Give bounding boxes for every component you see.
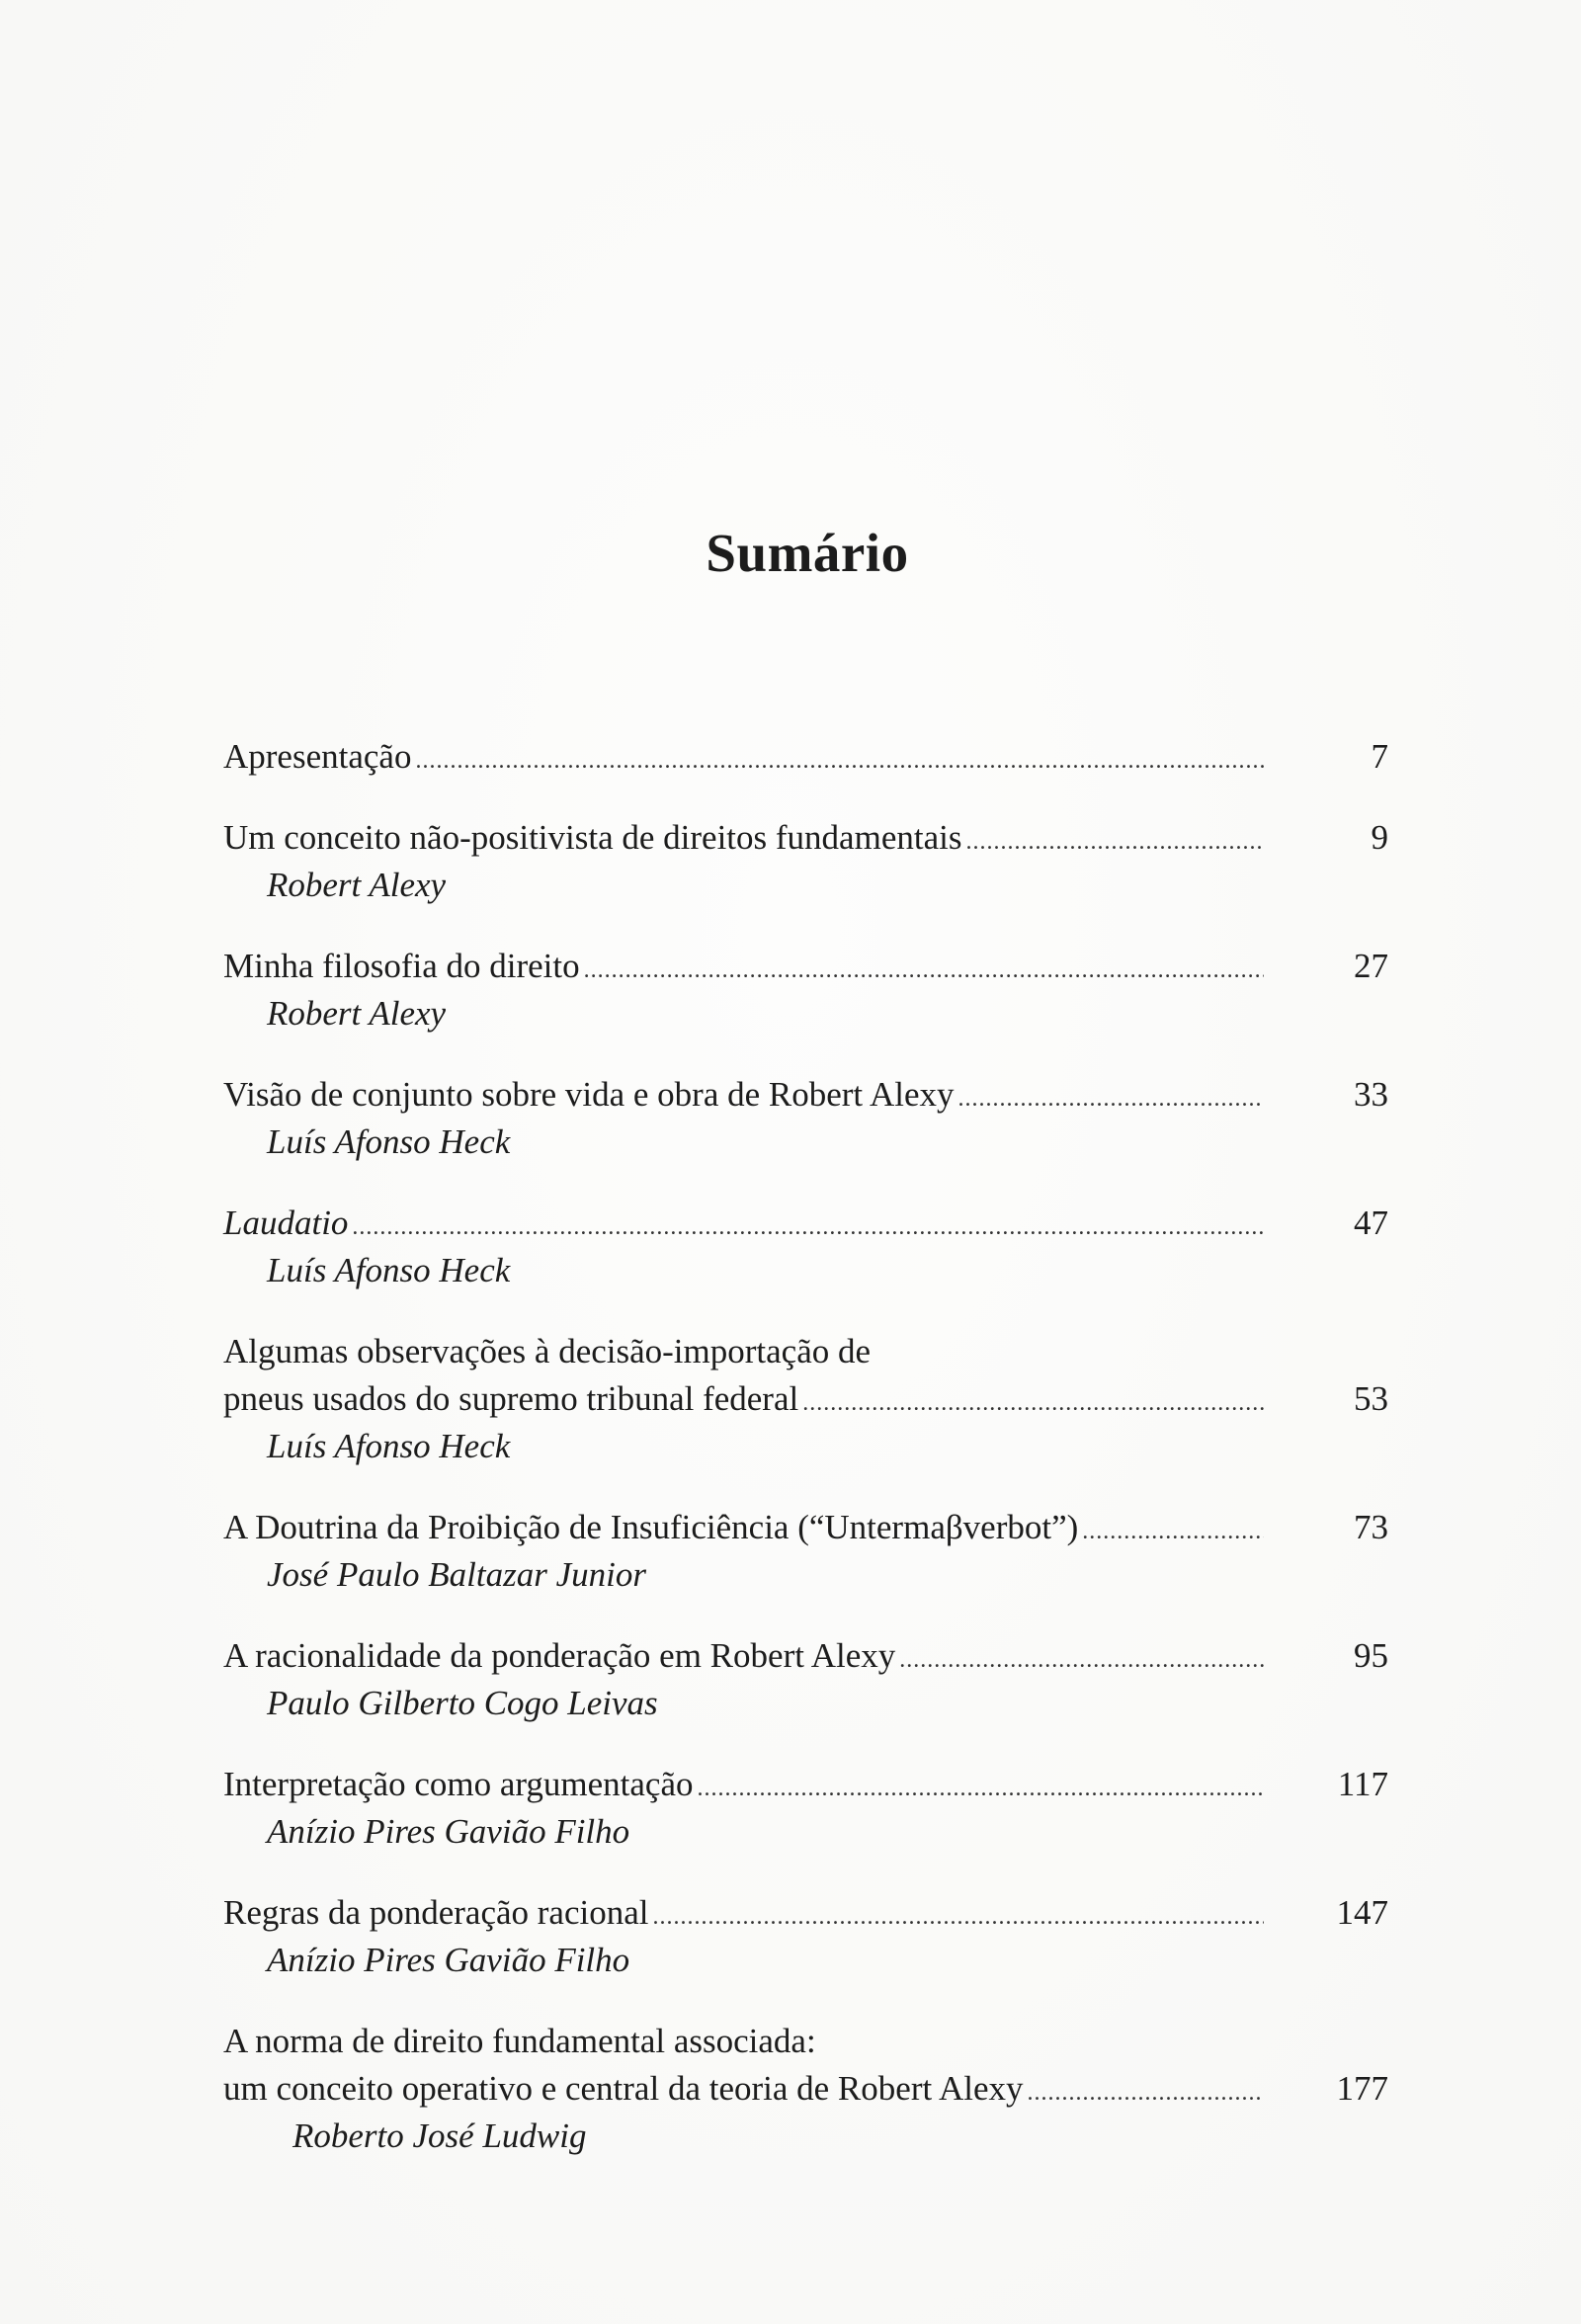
dot-leader: [584, 947, 1264, 994]
toc-entry: [223, 1504, 1394, 1599]
entry-title-line1: Algumas observações à decisão-importação de: [223, 1332, 872, 1370]
page-number: 47: [1354, 1204, 1388, 1242]
dot-leader: [352, 1204, 1264, 1251]
entry-author: Anízio Pires Gavião Filho: [267, 1941, 630, 1979]
dot-leader: [899, 1636, 1264, 1684]
page-number: 27: [1354, 947, 1388, 985]
entry-author: Roberto José Ludwig: [292, 2116, 587, 2155]
page-title: Sumário: [706, 523, 909, 583]
entry-author: Luís Afonso Heck: [267, 1251, 511, 1289]
dot-leader: [965, 818, 1264, 866]
toc-entry: [223, 1632, 1394, 1727]
entry-title: A racionalidade da ponderação em Robert Alexy: [223, 1636, 896, 1675]
entry-title: Regras da ponderação racional: [223, 1893, 649, 1932]
page-number: 33: [1354, 1075, 1388, 1114]
entry-author: Robert Alexy: [267, 866, 447, 904]
toc-entry-apresentacao: [223, 733, 1394, 781]
entry-author: Paulo Gilberto Cogo Leivas: [267, 1684, 658, 1722]
entry-title: A Doutrina da Proibição de Insuficiência (“Untermaβverbot”): [223, 1508, 1079, 1546]
dot-leader: [1028, 2069, 1264, 2116]
page-number: 147: [1336, 1893, 1388, 1932]
entry-title: Apresentação: [223, 737, 412, 776]
table-of-contents: [223, 733, 1394, 2194]
entry-author: José Paulo Baltazar Junior: [267, 1555, 646, 1594]
page-number: 117: [1337, 1765, 1388, 1803]
toc-entry: [223, 1200, 1394, 1294]
entry-author: Anízio Pires Gavião Filho: [267, 1812, 630, 1851]
entry-title: Um conceito não-positivista de direitos fundamentais: [223, 818, 962, 857]
page-number: 7: [1371, 737, 1388, 776]
toc-entry: [223, 1761, 1394, 1856]
dot-leader: [415, 737, 1264, 785]
entry-title: pneus usados do supremo tribunal federal: [223, 1379, 799, 1418]
toc-entry: [223, 1328, 1394, 1470]
entry-title: Minha filosofia do direito: [223, 947, 580, 985]
page-number: 9: [1371, 818, 1388, 857]
toc-entry: [223, 1071, 1394, 1166]
entry-title: Laudatio: [223, 1204, 349, 1242]
entry-author: Robert Alexy: [267, 994, 447, 1033]
dot-leader: [802, 1379, 1264, 1427]
entry-title: um conceito operativo e central da teoria de Robert Alexy: [223, 2069, 1024, 2108]
dot-leader: [1082, 1508, 1264, 1555]
page-number: 53: [1354, 1379, 1388, 1418]
page-number: 95: [1354, 1636, 1388, 1675]
dot-leader: [652, 1893, 1264, 1941]
dot-leader: [958, 1075, 1264, 1122]
toc-entry: [223, 814, 1394, 909]
entry-title: Visão de conjunto sobre vida e obra de Robert Alexy: [223, 1075, 955, 1114]
entry-author: Luís Afonso Heck: [267, 1122, 511, 1161]
entry-author: Luís Afonso Heck: [267, 1427, 511, 1465]
toc-entry: [223, 2018, 1394, 2160]
page-number: 73: [1354, 1508, 1388, 1546]
toc-entry: [223, 1889, 1394, 1984]
entry-title: Interpretação como argumentação: [223, 1765, 694, 1803]
page-number: 177: [1336, 2069, 1388, 2108]
dot-leader: [698, 1765, 1265, 1812]
entry-title-line1: A norma de direito fundamental associada:: [223, 2022, 816, 2060]
toc-entry: [223, 943, 1394, 1038]
